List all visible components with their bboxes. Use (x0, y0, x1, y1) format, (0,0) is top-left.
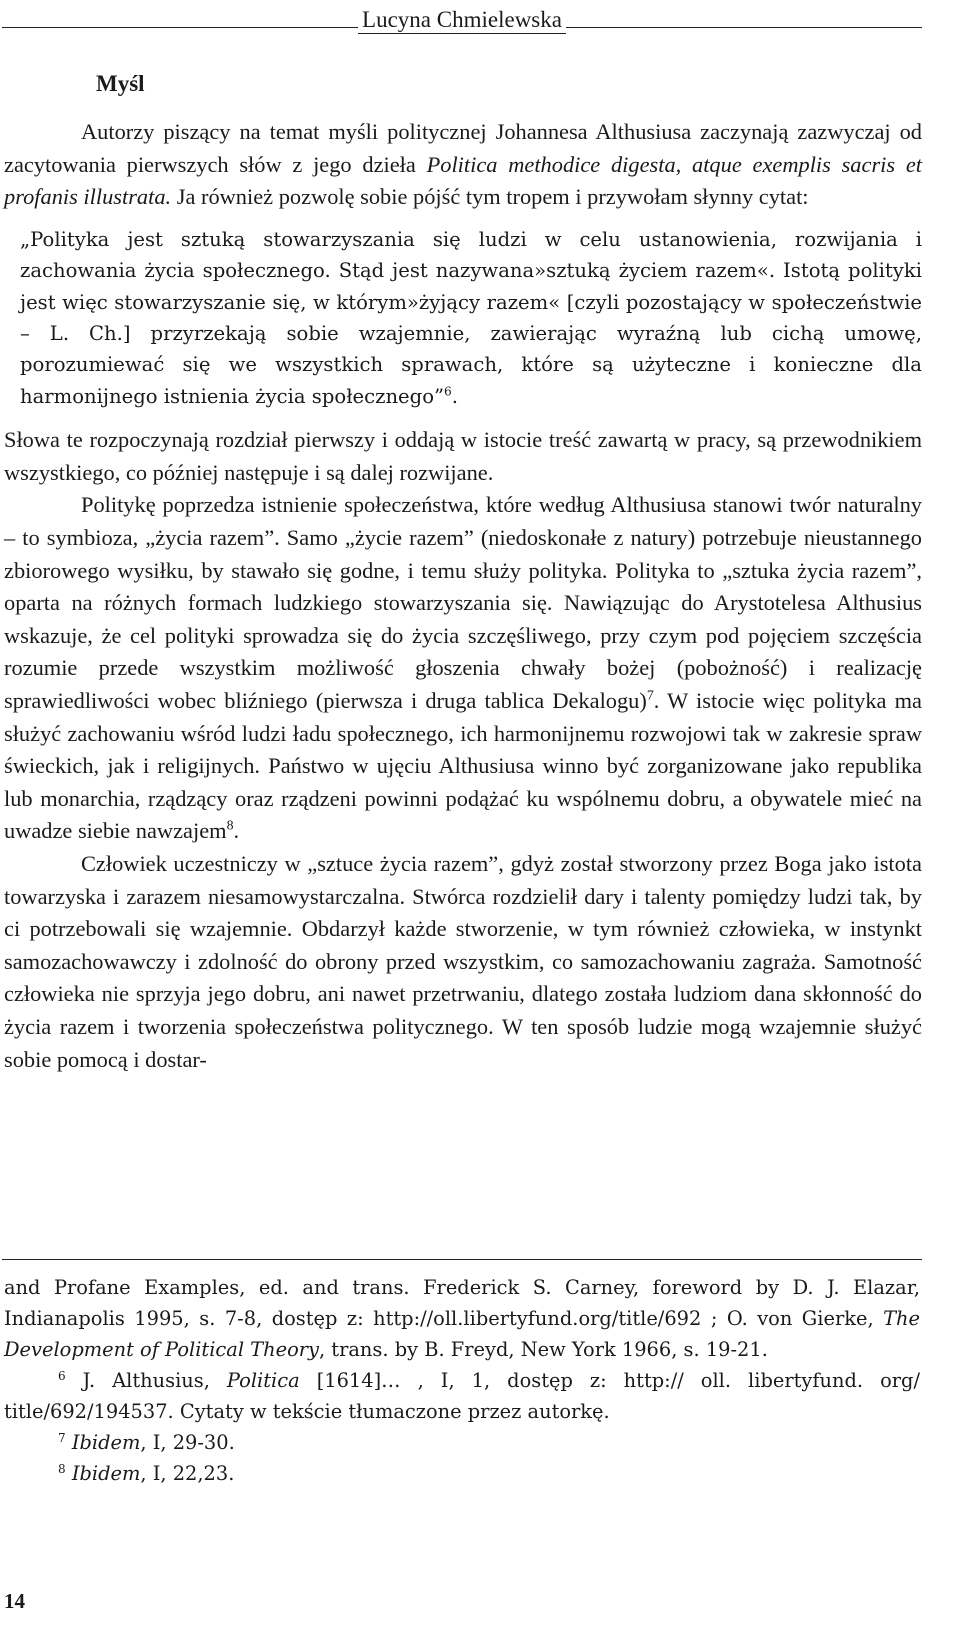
paragraph-3 (4, 489, 922, 848)
footnote-7 (4, 1427, 920, 1458)
running-header-author: Lucyna Chmielewska (358, 7, 566, 34)
footnote-7-number: 7 (58, 1430, 66, 1445)
footnote-separator (2, 1259, 922, 1260)
work-title: Politica methodice digesta, atque exemplis sacris et profanis illustrata. (4, 151, 922, 210)
section-title: Myśl (96, 71, 145, 96)
footnote-8 (4, 1458, 920, 1489)
block-quote-text: „Polityka jest sztuką stowarzyszania się ludzi w celu ustanowienia, rozwijania i zachowania życia społecznego. Stąd jest nazywana»sztuką życiem razem«. Istotą polityki jest więc stowarzyszanie się, w którym»żyjący razem« [czyli pozostający w społeczeństwie – L. Ch.] przyrzekają sobie wzajemnie, zawierając wyraźną lub cichą umowę, porozumiewać się we wszystkich sprawach, które są użyteczne i konieczne dla harmonijnego istnienia życia społecznego” (20, 227, 922, 408)
footnote-ref-7[interactable]: 7 (646, 688, 654, 704)
footnote-6-text-a: J. Althusius, (65, 1369, 227, 1392)
footnote-6-text-b: [1614]… , I, 1, dostęp z: http:// oll. libertyfund. org/ title/692/194537. Cytaty w tekście tłumaczone przez autorkę. (4, 1369, 921, 1423)
body-text (4, 116, 922, 1076)
footnote-6 (4, 1365, 920, 1427)
block-quote (20, 224, 922, 412)
footnote-continuation (4, 1272, 920, 1365)
footnote-ref-8[interactable]: 8 (226, 819, 234, 835)
footnote-continuation-text-b: , trans. by B. Freyd, New York 1966, s. 19-21. (318, 1338, 768, 1361)
running-header (2, 0, 922, 34)
footnote-8-number: 8 (58, 1461, 66, 1476)
block-quote-end: . (451, 384, 458, 408)
footnote-8-title: Ibidem (71, 1462, 141, 1485)
paragraph-1-text-a: Autorzy piszący na temat myśli politycznej Johannesa Althusiusa zaczynają zazwyczaj od zacytowania pierwszych słów z jego dzieła (4, 119, 922, 177)
page-number: 14 (4, 1589, 25, 1613)
footnote-6-number: 6 (58, 1368, 66, 1383)
paragraph-4: Człowiek uczestniczy w „sztuce życia razem”, gdyż został stworzony przez Boga jako istota towarzyska i zarazem niesamowystarczalna. Stwórca rozdzielił dary i talenty pomiędzy ludzi tak, by ci potrzebowali się wzajemnie. Obdarzył każde stworzenie, w tym również człowieka, w instynkt samozachowawczy i zdolność do obrony przed wszystkim, co samozachowaniu zagraża. Samotność człowieka nie sprzyja jego dobru, ani nawet przetrwaniu, dlatego została ludziom dana skłonność do życia razem i tworzenia społeczeństwa politycznego. W ten sposób ludzie mogą wzajemnie służyć sobie pomocą i dostar- (4, 850, 922, 1072)
header-rule-right (566, 27, 922, 28)
footnote-continuation-title: The Development of Political Theory (4, 1307, 920, 1361)
paragraph-3-text-b: . W istocie więc polityka ma służyć zachowaniu wśród ludzi ładu społecznego, ich harmonijnemu rozwojowi tak w zakresie spraw świeckich, jak i religijnych. Państwo w ujęciu Althusiusa winno być zorganizowane jako republika lub monarchia, rządzący oraz rządzeni powinni podążać ku wspólnemu dobru, a obywatele mieć na uwadze siebie nawzajem (4, 687, 922, 844)
paragraph-3-end: . (233, 818, 240, 844)
footnote-6-title: Politica (226, 1369, 300, 1392)
footnote-7-text: , I, 29-30. (140, 1431, 235, 1454)
footnote-ref-6[interactable]: 6 (444, 384, 452, 399)
footnote-7-title: Ibidem (71, 1431, 141, 1454)
header-rule-left (2, 27, 358, 28)
footnote-8-text: , I, 22,23. (140, 1462, 235, 1485)
footnotes (4, 1272, 920, 1489)
paragraph-3-text-a: Politykę poprzedza istnienie społeczeństwa, które według Althusiusa stanowi twór naturalny – to symbioza, „życia razem”. Samo „życie razem” (niedoskonałe z natury) potrzebuje nieustannego zbiorowego wysiłku, by stawało się godne, i temu służy polityka. Polityka to „sztuka życia razem”, oparta na różnych formach ludzkiego stowarzyszania się. Nawiązując do Arystotelesa Althusius wskazuje, że cel polityki sprowadza się do życia szczęśliwego, przy czym pod pojęciem szczęścia rozumie przede wszystkim możliwość głoszenia chwały bożej (pobożność) i realizację sprawiedliwości wobec bliźniego (pierwsza i druga tablica Dekalogu) (4, 492, 922, 713)
paragraph-1-text-b: Ja również pozwolę sobie pójść tym tropem i przywołam słynny cytat: (171, 184, 809, 210)
paragraph-1 (4, 116, 922, 214)
footnote-continuation-text-a: and Profane Examples, ed. and trans. Frederick S. Carney, foreword by D. J. Elazar, Indianapolis 1995, s. 7-8, dostęp z: http://oll.libertyfund.org/title/692 ; O. von Gierke, (4, 1276, 920, 1330)
paragraph-2: Słowa te rozpoczynają rozdział pierwszy i oddają w istocie treść zawartą w pracy, są przewodnikiem wszystkiego, co później następuje i są dalej rozwijane. (4, 427, 922, 485)
